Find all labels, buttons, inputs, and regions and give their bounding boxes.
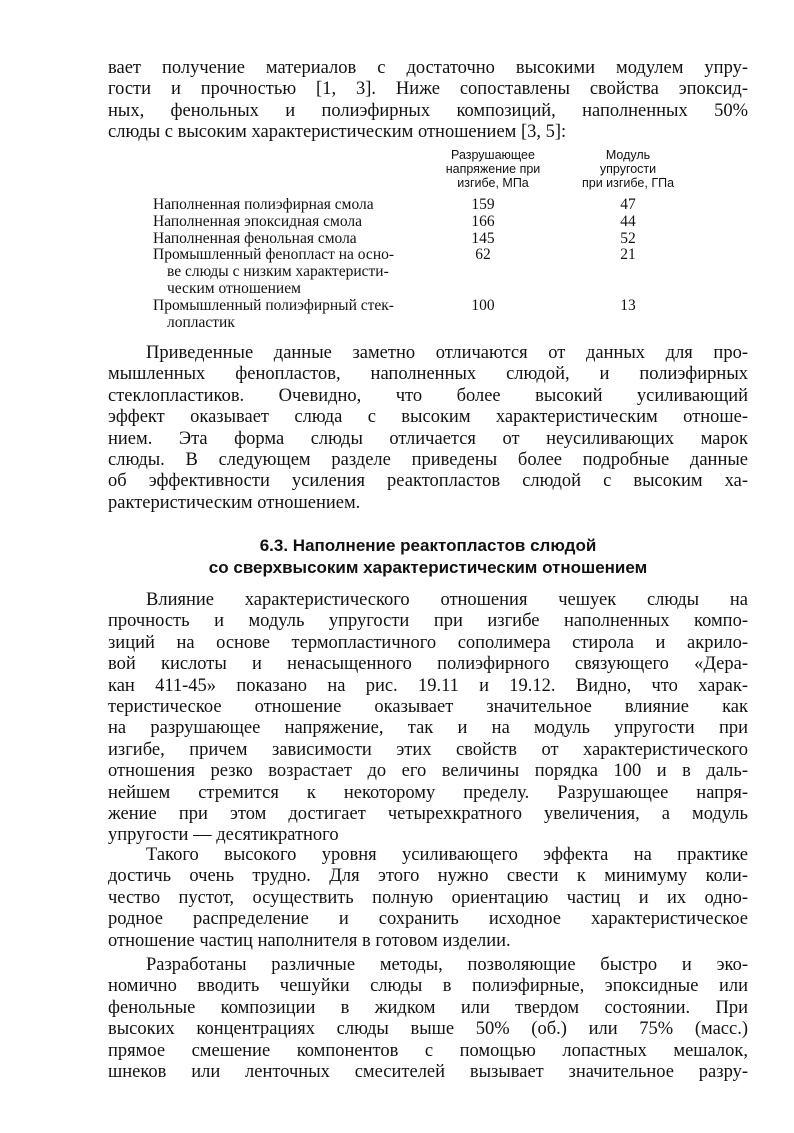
- text-line: Влияние характеристического отношения чешуек слюды на: [146, 590, 748, 610]
- material-label: [153, 214, 438, 231]
- material-label-line: Промышленный полиэфирный стек-: [153, 296, 394, 314]
- strength-value: 159: [471, 196, 495, 213]
- table-header-strength: [423, 148, 563, 190]
- material-label-line: Промышленный фенопласт на осно-: [153, 246, 395, 264]
- text-line: стеклопластиков. Очевидно, что более высокий усиливающий: [108, 385, 748, 406]
- material-label-line: ческим отношением: [167, 279, 301, 297]
- section-heading-line2: со сверхвысоким характеристическим отношением: [208, 558, 648, 577]
- text-line: упругости — десятикратного: [108, 825, 339, 846]
- text-line: мышленных фенопластов, наполненных слюдой, и полиэфирных: [108, 364, 748, 385]
- text-line: высоких концентрациях слюды выше 50% (об.) или 75% (масс.): [108, 1019, 748, 1040]
- table-header-modulus: [563, 148, 693, 190]
- text-line: теристическое отношение оказывает значительное влияние как: [108, 696, 748, 717]
- table-row: [153, 231, 673, 248]
- text-line: Такого высокого уровня усиливающего эффекта на практике: [146, 845, 748, 865]
- text-line: Разработаны различные методы, позволяющие быстро и эко-: [146, 955, 748, 975]
- modulus-value: 47: [620, 196, 636, 213]
- text-line: нейшем стремится к некоторому пределу. Разрушающее напря-: [108, 782, 748, 803]
- text-line: вой кислоты и ненасыщенного полиэфирного связующего «Дера-: [108, 654, 748, 675]
- text-line: нием. Эта форма слюды отличается от неусиливающих марок: [108, 428, 748, 449]
- material-label: [153, 247, 438, 297]
- strength-value: 100: [471, 296, 495, 314]
- text-line: слюды. В следующем разделе приведены более подробные данные: [108, 449, 748, 470]
- paragraph-difficulty: [108, 845, 748, 952]
- text-line: жение при этом достигает четырехкратного увеличения, а модуль: [108, 803, 748, 824]
- material-label: [153, 231, 438, 248]
- modulus-value: 21: [620, 246, 636, 264]
- text-line: эффект оказывает слюда с высоким характеристическим отноше-: [108, 407, 748, 428]
- material-label-line: лопластик: [167, 313, 235, 331]
- modulus-value: 13: [620, 296, 636, 314]
- section-heading: [108, 535, 748, 579]
- text-line: слюды с высоким характеристическим отношением [3, 5]:: [108, 122, 567, 143]
- paragraph-aspect-ratio-effect: [108, 590, 748, 847]
- section-heading-line1: 6.3. Наполнение реактопластов слюдой: [259, 536, 597, 555]
- text-line: чество пустот, осуществить полную ориентацию частиц и их одно-: [108, 887, 748, 908]
- strength-value: 62: [475, 246, 491, 264]
- text-line: номично вводить чешуйки слюды в полиэфирные, эпоксидные или: [108, 976, 748, 997]
- text-line: вает получение материалов с достаточно высокими модулем упру-: [108, 58, 748, 78]
- text-line: изгибе, причем зависимости этих свойств от характеристического: [108, 739, 748, 760]
- header-line: напряжение при: [445, 162, 541, 176]
- header-line: Разрушающее: [451, 148, 535, 162]
- text-line: кан 411-45» показано на рис. 19.11 и 19.12. Видно, что харак-: [108, 675, 748, 696]
- text-line: шнеков или ленточных смесителей вызывает значительное разру-: [108, 1061, 748, 1082]
- text-line: фенольные композиции в жидком или твердом состоянии. При: [108, 997, 748, 1018]
- table-row: [153, 298, 673, 332]
- material-label: [153, 298, 438, 332]
- paragraph-methods: [108, 955, 748, 1083]
- text-line: ных, фенольных и полиэфирных композиций, наполненных 50%: [108, 100, 748, 121]
- table-body: [153, 197, 673, 331]
- modulus-value: 52: [620, 229, 636, 247]
- table-row: [153, 247, 673, 297]
- strength-value: 145: [471, 229, 495, 247]
- paragraph-comparison: [108, 343, 748, 514]
- text-line: прочность и модуль упругости при изгибе наполненных компо-: [108, 611, 748, 632]
- header-line: при изгибе, ГПа: [581, 176, 675, 190]
- text-line: родное распределение и сохранить исходное характеристическое: [108, 909, 748, 930]
- header-line: изгибе, МПа: [457, 176, 529, 190]
- header-line: Модуль: [605, 148, 651, 162]
- text-line: зиций на основе термопластичного сополимера стирола и акрило-: [108, 632, 748, 653]
- text-line: об эффективности усиления реактопластов слюдой с высоким ха-: [108, 471, 748, 492]
- table-row: [153, 214, 673, 231]
- text-line: гости и прочностью [1, 3]. Ниже сопоставлены свойства эпоксид-: [108, 79, 748, 100]
- material-label-line: Наполненная фенольная смола: [153, 229, 357, 247]
- modulus-value: 44: [620, 212, 636, 230]
- paragraph-intro: [108, 58, 748, 144]
- material-label-line: Наполненная эпоксидная смола: [153, 212, 363, 230]
- text-line: достичь очень трудно. Для этого нужно свести к минимуму коли-: [108, 866, 748, 887]
- table-row: [153, 197, 673, 214]
- text-line: отношения резко возрастает до его величины порядка 100 и в даль-: [108, 761, 748, 782]
- strength-value: 166: [471, 212, 495, 230]
- text-line: рактеристическим отношением.: [108, 492, 361, 513]
- text-line: отношение частиц наполнителя в готовом изделии.: [108, 930, 511, 951]
- material-label-line: Наполненная полиэфирная смола: [153, 196, 374, 213]
- text-line: прямое смешение компонентов с помощью лопастных мешалок,: [108, 1040, 748, 1061]
- text-line: на разрушающее напряжение, так и на модуль упругости при: [108, 718, 748, 739]
- header-line: упругости: [599, 162, 657, 176]
- text-line: Приведенные данные заметно отличаются от данных для про-: [146, 343, 748, 363]
- material-label: [153, 197, 438, 214]
- material-label-line: ве слюды с низким характеристи-: [167, 263, 389, 281]
